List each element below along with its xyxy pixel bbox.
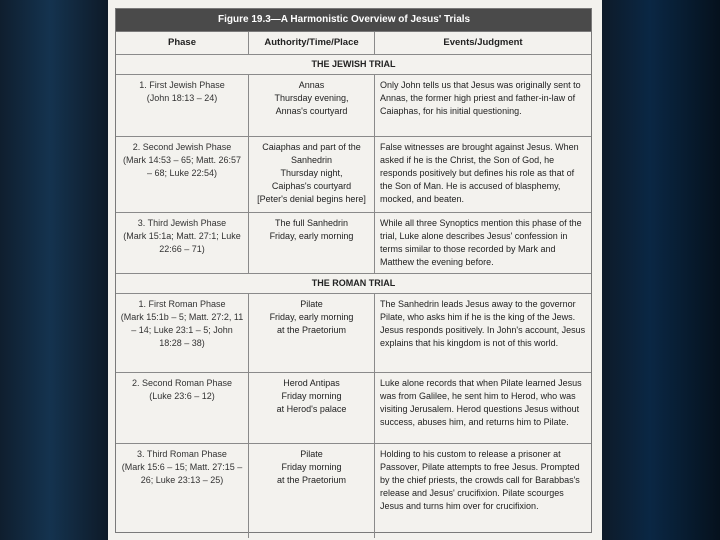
header-row <box>116 32 591 55</box>
events-cell: While all three Synoptics mention this phase of the trial, Luke alone describes Jesus' confession in terms similar to those recorded by Mark and Matthew the evening before. <box>380 218 582 267</box>
scripture-reference: (Mark 15:1b – 5; Matt. 27:2, 11 – 14; Luke 23:1 – 5; John 18:28 – 38) <box>120 312 244 348</box>
scripture-reference: (Mark 14:53 – 65; Matt. 26:57 – 68; Luke 22:54) <box>122 155 242 178</box>
phase-name: 2. Second Jewish Phase <box>132 142 232 152</box>
table-row <box>116 294 591 373</box>
events-cell: The Sanhedrin leads Jesus away to the governor Pilate, who asks him if he is the king of the Jews. Jesus responds positively. In John's account, Jesus explains that his kingdom is not of this world. <box>380 299 586 348</box>
table-body <box>116 55 591 538</box>
scripture-reference: (Mark 15:1a; Matt. 27:1; Luke 22:66 – 71) <box>123 231 241 254</box>
scripture-reference: (Mark 15:6 – 15; Matt. 27:15 – 26; Luke 23:13 – 25) <box>121 462 243 485</box>
phase-name: 2. Second Roman Phase <box>131 378 233 388</box>
section-heading: THE JEWISH TRIAL <box>116 55 591 75</box>
table-row <box>116 137 591 213</box>
header-phase: Phase <box>116 32 249 54</box>
phase-name: 1. First Roman Phase <box>138 299 226 309</box>
authority-cell: Annas Thursday evening, Annas's courtyard <box>249 75 375 136</box>
phase-name: 1. First Jewish Phase <box>139 80 225 90</box>
authority-cell: The full Sanhedrin Friday, early morning <box>249 213 375 273</box>
table-row <box>116 75 591 137</box>
table-row <box>116 444 591 538</box>
phase-cell <box>116 294 249 372</box>
events-cell: Only John tells us that Jesus was originally sent to Annas, the former high priest and father-in-law of Caiaphas, for his initial questioning. <box>380 80 581 116</box>
table-row <box>116 373 591 444</box>
section-heading: THE ROMAN TRIAL <box>116 274 591 294</box>
events-cell: False witnesses are brought against Jesus. When asked if he is the Christ, the Son of God, he responds positively but defines his role as that of the Son of Man. He is accused of blasphemy, mocked, and beaten. <box>380 142 579 204</box>
trials-table <box>115 8 592 533</box>
phase-cell <box>116 213 249 273</box>
header-authority: Authority/Time/Place <box>249 32 375 54</box>
header-events: Events/Judgment <box>443 37 523 48</box>
document-page <box>108 0 602 540</box>
phase-cell <box>116 75 249 136</box>
authority-cell: Caiaphas and part of the Sanhedrin Thursday night, Caiphas's courtyard [Peter's denial begins here] <box>249 137 375 212</box>
events-cell: Luke alone records that when Pilate learned Jesus was from Galilee, he sent him to Herod, who was visiting Jerusalem. Herod questions Jesus without success, abuses him, and returns him to Pilate. <box>380 378 582 427</box>
table-row <box>116 213 591 274</box>
figure-title: Figure 19.3—A Harmonistic Overview of Jesus' Trials <box>116 9 591 32</box>
scripture-reference: (Luke 23:6 – 12) <box>149 391 215 401</box>
phase-cell <box>116 373 249 443</box>
authority-cell: Herod Antipas Friday morning at Herod's palace <box>249 373 375 443</box>
events-cell: Holding to his custom to release a prisoner at Passover, Pilate attempts to free Jesus. Prompted by the chief priests, the crowds call for Barabbas's release and Jesus' crucifixion. Pilate scourges Jesus and turns him over for crucifixion. <box>380 449 580 511</box>
phase-cell <box>116 444 249 538</box>
scripture-reference: (John 18:13 – 24) <box>146 93 218 103</box>
phase-name: 3. Third Roman Phase <box>137 449 227 459</box>
phase-name: 3. Third Jewish Phase <box>137 218 227 228</box>
phase-cell <box>116 137 249 212</box>
authority-cell: Pilate Friday, early morning at the Praetorium <box>249 294 375 372</box>
authority-cell: Pilate Friday morning at the Praetorium <box>249 444 375 538</box>
